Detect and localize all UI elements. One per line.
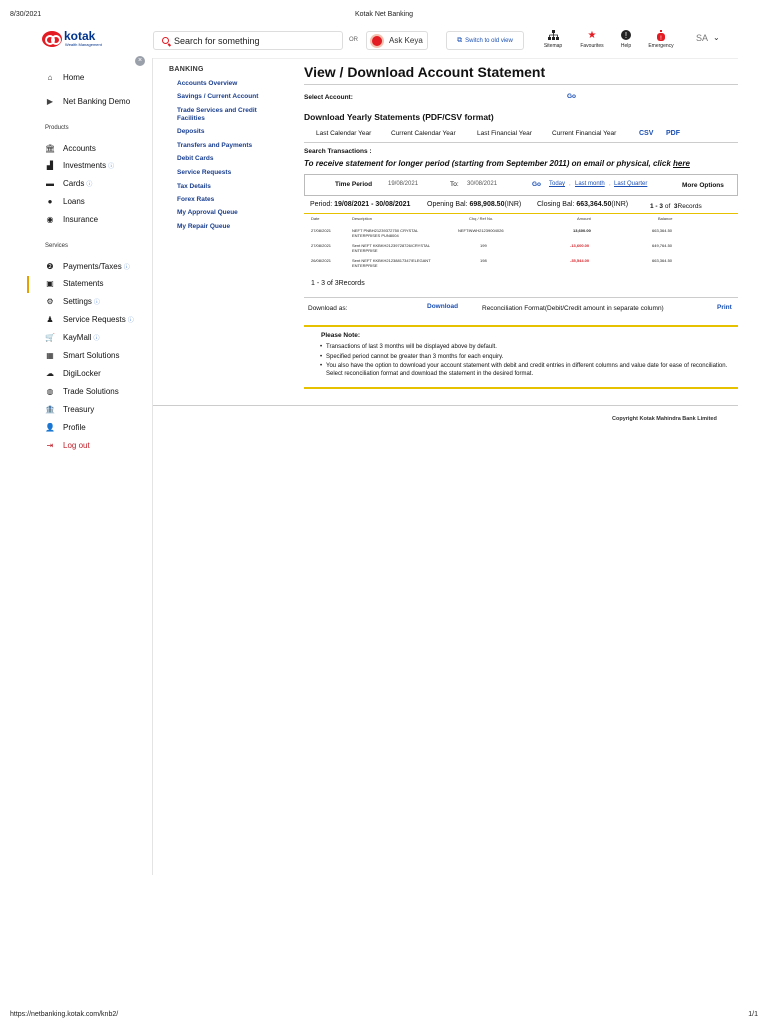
print-page-number: 1/1 — [748, 1011, 758, 1018]
svg-text:!: ! — [660, 36, 662, 41]
sidebar-item-label: Accounts — [63, 144, 96, 153]
more-options-button[interactable]: More Options — [682, 182, 724, 189]
or-label: OR — [349, 37, 358, 43]
info-icon[interactable]: ⓘ — [108, 164, 115, 170]
col-header-amount: Amount — [577, 216, 591, 221]
menu-debit-cards[interactable]: Debit Cards — [177, 155, 214, 162]
cell-amount: 13,600.00 — [573, 228, 591, 233]
bag-icon: ● — [47, 197, 53, 206]
opening-balance-value: 698,908.50 — [469, 201, 505, 208]
separator: , — [569, 181, 571, 187]
chevron-down-icon[interactable]: ⌄ — [713, 33, 720, 42]
sidebar-item-label: Treasury — [63, 405, 95, 414]
period-value: 19/08/2021 - 30/08/2021 — [334, 201, 411, 208]
closing-balance-value: 663,364.50 — [576, 201, 612, 208]
download-as-label: Download as: — [308, 305, 348, 312]
yearly-divider — [304, 142, 738, 143]
sidebar-divider — [152, 58, 153, 875]
sidebar-item-label: Settings — [63, 297, 92, 306]
treasury-icon: 🏦 — [45, 405, 55, 414]
statement-icon: ▣ — [46, 279, 54, 288]
help-icon — [606, 30, 646, 41]
shield-icon: ◉ — [46, 215, 54, 224]
ask-keya-label: Ask Keya — [389, 36, 423, 45]
tab-current-financial-year[interactable]: Current Financial Year — [552, 130, 617, 137]
sidebar-item-label: Net Banking Demo — [63, 97, 131, 106]
longer-period-notice — [304, 159, 690, 168]
menu-trade-services[interactable]: Trade Services and Credit Facilities — [177, 107, 257, 122]
cell-amount: -13,600.00 — [570, 243, 590, 248]
records-divider — [304, 297, 738, 298]
sidebar-item-net-banking-demo[interactable] — [45, 97, 130, 106]
sidebar-item-statements[interactable] — [45, 279, 103, 288]
sidebar-item-label: Cards — [63, 179, 85, 188]
opening-balance-unit: (INR) — [504, 201, 522, 208]
request-icon: ♟ — [46, 315, 54, 324]
menu-transfers-payments[interactable]: Transfers and Payments — [177, 142, 253, 149]
info-icon[interactable]: ⓘ — [93, 300, 100, 306]
active-indicator — [27, 276, 29, 293]
last-month-link[interactable]: Last month — [575, 181, 605, 187]
info-icon[interactable]: ⓘ — [86, 182, 93, 188]
closing-balance-unit: (INR) — [611, 201, 629, 208]
gear-icon: ⚙ — [46, 297, 54, 306]
sidebar-item-treasury[interactable] — [45, 405, 94, 414]
sidebar-item-loans[interactable] — [45, 197, 85, 206]
cart-icon: 🛒 — [45, 333, 55, 342]
search-transactions-label: Search Transactions : — [304, 148, 372, 155]
sidebar-item-service-requests[interactable] — [45, 315, 134, 324]
yearly-statements-heading: Download Yearly Statements (PDF/CSV format) — [304, 112, 494, 122]
sidebar-item-label: Payments/Taxes — [63, 262, 122, 271]
page-title: View / Download Account Statement — [304, 64, 546, 80]
pdf-download-link[interactable]: PDF — [666, 130, 680, 137]
yellow-divider — [304, 213, 738, 214]
menu-approval-queue[interactable]: My Approval Queue — [177, 209, 238, 216]
sidebar-item-insurance[interactable] — [45, 215, 98, 224]
kotak-logo-icon — [42, 31, 62, 47]
search-go-button[interactable]: Go — [532, 181, 542, 188]
sitemap-button[interactable] — [533, 30, 573, 49]
time-period-label: Time Period — [335, 181, 373, 188]
play-icon: ▶ — [46, 97, 54, 106]
menu-tax-details[interactable]: Tax Details — [177, 183, 211, 190]
to-date-input[interactable]: 30/08/2021 — [467, 181, 498, 187]
menu-savings-current[interactable]: Savings / Current Account — [177, 93, 259, 100]
sidebar-item-profile[interactable] — [45, 423, 86, 432]
cell-date: 26/08/2021 — [311, 258, 332, 263]
records-of: of — [664, 203, 671, 210]
please-note-box — [304, 325, 738, 389]
sidebar-item-settings[interactable] — [45, 297, 100, 306]
chart-icon: ▟ — [46, 161, 54, 170]
closing-balance-label: Closing Bal: — [537, 201, 575, 208]
sidebar-item-label: Log out — [63, 441, 90, 450]
from-date-input[interactable]: 19/08/2021 — [388, 181, 419, 187]
services-heading: Services — [45, 243, 69, 249]
external-link-icon: ⧉ — [457, 36, 463, 44]
to-label: To: — [450, 181, 459, 188]
sidebar-item-label: Statements — [63, 279, 104, 288]
note-title: Please Note: — [321, 332, 361, 339]
sidebar-item-label: Profile — [63, 423, 86, 432]
sidebar-item-label: Service Requests — [63, 315, 126, 324]
sidebar-item-smart-solutions[interactable] — [45, 351, 119, 360]
note-item: • Transactions of last 3 months will be displayed above by default. — [320, 344, 732, 352]
tab-last-financial-year[interactable]: Last Financial Year — [477, 130, 532, 137]
cell-ref: 198 — [480, 258, 487, 263]
print-date: 8/30/2021 — [10, 11, 42, 18]
note-item: • Specified period cannot be greater than 3 months for each enquiry. — [320, 354, 732, 362]
cell-description: NEFT PNBH21239372750 CRYSTAL ENTERPRISES PUN8004 — [352, 228, 419, 238]
transaction-search-bar — [304, 174, 738, 196]
sidebar-item-label: Loans — [63, 197, 85, 206]
cell-balance: 649,764.50 — [652, 243, 673, 248]
help-button[interactable] — [606, 30, 646, 49]
emergency-icon — [641, 30, 681, 41]
star-icon: ★ — [587, 30, 597, 41]
col-header-ref: Chq / Ref No. — [469, 216, 494, 221]
collapse-sidebar-button[interactable]: × — [135, 56, 145, 66]
sidebar-item-investments[interactable] — [45, 161, 114, 170]
info-icon[interactable]: ⓘ — [123, 265, 130, 271]
col-header-date: Date — [311, 216, 320, 221]
favourites-label: Favourites — [580, 43, 604, 49]
select-account-label: Select Account: — [304, 94, 353, 101]
here-link[interactable]: here — [673, 159, 690, 168]
bank-icon: 🏛 — [45, 144, 56, 153]
logout-icon: ⇥ — [46, 441, 54, 450]
search-icon — [162, 37, 169, 44]
longer-period-text: To receive statement for longer period (starting from September 2011) on email or physical, click — [304, 159, 673, 168]
cloud-icon: ☁ — [46, 369, 54, 378]
sidebar-item-payments-taxes[interactable] — [45, 262, 130, 271]
sidebar-item-label: Home — [63, 73, 85, 82]
records-count-bottom: 1 - 3 of 3Records — [311, 280, 365, 287]
cell-date: 27/08/2021 — [311, 243, 332, 248]
col-header-description: Description — [352, 216, 373, 221]
card-icon: ▬ — [46, 179, 54, 188]
today-link[interactable]: Today — [549, 181, 566, 187]
note-item: • You also have the option to download your account statement with debit and credit entries in different columns and value date for ease of reconciliation. Select reconciliation format and download the statement in the desired format. — [320, 363, 732, 378]
info-icon[interactable]: ⓘ — [93, 336, 100, 342]
kotak-logo[interactable] — [42, 30, 122, 50]
menu-accounts-overview[interactable]: Accounts Overview — [177, 80, 238, 87]
col-header-balance: Balance — [658, 216, 673, 221]
cell-ref: 199 — [480, 243, 487, 248]
footer-divider — [153, 405, 738, 406]
sidebar-item-label: Insurance — [63, 215, 99, 224]
help-label: Help — [620, 43, 632, 49]
records-total: 3 — [673, 203, 678, 210]
emergency-label: Emergency — [648, 43, 674, 49]
menu-repair-queue[interactable]: My Repair Queue — [177, 223, 231, 230]
period-label: Period: — [310, 201, 333, 208]
svg-text:!: ! — [624, 31, 628, 40]
tab-current-calendar-year[interactable]: Current Calendar Year — [391, 130, 456, 137]
cell-date: 27/08/2021 — [311, 228, 332, 233]
print-title: Kotak Net Banking — [355, 11, 413, 18]
print-url: https://netbanking.kotak.com/knb2/ — [10, 1011, 119, 1018]
sidebar-item-kaymall[interactable] — [45, 333, 99, 342]
sidebar-item-cards[interactable] — [45, 179, 92, 188]
opening-balance-label: Opening Bal: — [427, 201, 468, 208]
print-button[interactable]: Print — [717, 304, 732, 311]
print-header — [10, 11, 758, 21]
period-summary — [304, 197, 738, 217]
search-input[interactable] — [153, 31, 343, 50]
copyright-text: Copyright Kotak Mahindra Bank Limited — [612, 416, 717, 422]
cell-ref: NEFTINWH21239004026 — [458, 228, 504, 233]
sidebar-item-label: DigiLocker — [63, 369, 101, 378]
menu-forex-rates[interactable]: Forex Rates — [177, 196, 215, 203]
menu-service-requests[interactable]: Service Requests — [177, 169, 232, 176]
banking-heading: BANKING — [169, 66, 204, 73]
records-range: 1 - 3 — [650, 203, 664, 210]
sidebar-item-label: Investments — [63, 161, 107, 170]
top-divider — [153, 58, 738, 59]
csv-download-link[interactable]: CSV — [639, 130, 654, 137]
reconciliation-format-option[interactable]: Reconciliation Format(Debit/Credit amount in separate column) — [482, 305, 664, 312]
menu-deposits[interactable]: Deposits — [177, 128, 205, 135]
sidebar-item-trade-solutions[interactable] — [45, 387, 119, 396]
sidebar-item-logout[interactable] — [45, 441, 90, 450]
logo-subtitle: Wealth Management — [65, 42, 102, 47]
cell-balance: 663,364.50 — [652, 258, 673, 263]
sidebar-item-home[interactable] — [45, 73, 84, 82]
logo-text: kotak — [64, 29, 96, 43]
cell-description: Sent NEFT KKBKH21239728726/CRYSTAL ENTERPRISE — [352, 243, 430, 253]
keya-avatar-icon — [370, 34, 384, 48]
globe-icon: ◍ — [46, 387, 54, 396]
cell-amount: -35,544.00 — [570, 258, 590, 263]
sitemap-icon — [533, 30, 573, 41]
last-quarter-link[interactable]: Last Quarter — [614, 181, 648, 187]
products-heading: Products — [45, 125, 69, 131]
switch-old-view-button[interactable] — [446, 31, 524, 50]
info-icon[interactable]: ⓘ — [127, 318, 134, 324]
sidebar-item-digilocker[interactable] — [45, 369, 101, 378]
user-initials[interactable]: SA — [696, 33, 709, 43]
sidebar-item-label: Trade Solutions — [63, 387, 119, 396]
download-button[interactable]: Download — [427, 303, 459, 310]
select-account-go-button[interactable]: Go — [567, 93, 577, 100]
ask-keya-button[interactable] — [366, 31, 428, 50]
sidebar-item-accounts[interactable] — [45, 144, 96, 153]
separator: , — [609, 181, 611, 187]
home-icon: ⌂ — [47, 73, 53, 82]
cell-description: Sent NEFT KKBKH21238817347/ELEGANT ENTERPRISE — [352, 258, 431, 268]
cell-balance: 663,364.50 — [652, 228, 673, 233]
sidebar-item-label: Smart Solutions — [63, 351, 120, 360]
records-word: Records — [677, 203, 702, 210]
sidebar-item-label: KayMall — [63, 333, 92, 342]
user-icon: 👤 — [45, 423, 55, 432]
tab-last-calendar-year[interactable]: Last Calendar Year — [316, 130, 372, 137]
sitemap-label: Sitemap — [543, 43, 563, 49]
search-placeholder: Search for something — [174, 35, 260, 46]
payment-icon: ❷ — [46, 262, 54, 271]
note-list — [320, 344, 732, 380]
emergency-button[interactable] — [641, 30, 681, 49]
switch-old-view-label: Switch to old view — [465, 37, 513, 44]
solutions-icon: ▦ — [46, 351, 54, 360]
title-divider — [304, 84, 738, 85]
